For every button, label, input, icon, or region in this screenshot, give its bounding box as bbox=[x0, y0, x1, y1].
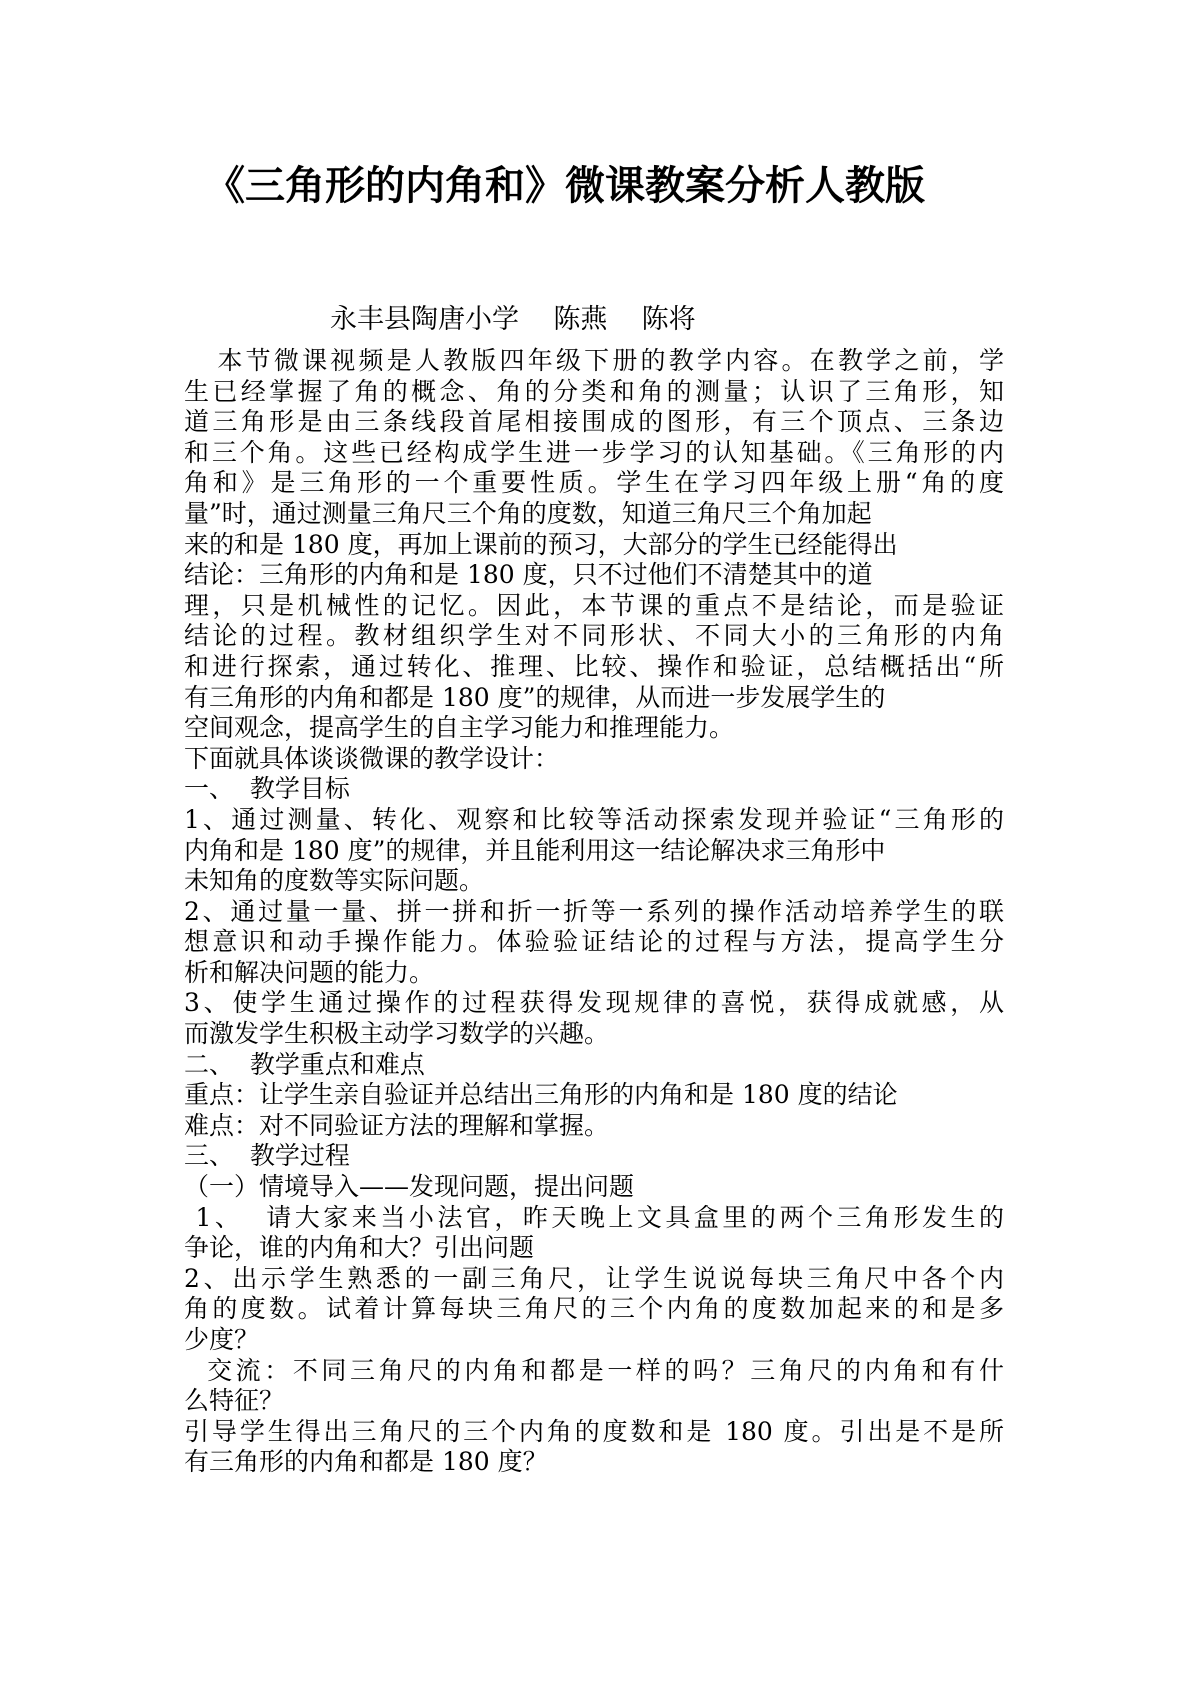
body-line: 结论：三角形的内角和是 180 度，只不过他们不清楚其中的道 bbox=[184, 560, 873, 590]
body-line: 有三角形的内角和都是 180 度？ bbox=[184, 1447, 548, 1477]
section-heading: 一、 教学目标 bbox=[184, 774, 350, 804]
body-line: 生已经掌握了角的概念、角的分类和角的测量；认识了三角形，知 bbox=[184, 376, 1004, 406]
body-line: 2、通过量一量、拼一拼和折一折等一系列的操作活动培养学生的联 bbox=[184, 896, 1004, 926]
body-line: 有三角形的内角和都是 180 度”的规律，从而进一步发展学生的 bbox=[184, 682, 886, 712]
body-line: 和进行探索，通过转化、推理、比较、操作和验证，总结概括出“所 bbox=[184, 651, 1004, 681]
body-line: 争论，谁的内角和大？引出问题 bbox=[184, 1233, 535, 1263]
body-line: 2、出示学生熟悉的一副三角尺，让学生说说每块三角尺中各个内 bbox=[184, 1263, 1004, 1293]
body-line: 析和解决问题的能力。 bbox=[184, 957, 435, 987]
body-line: 理，只是机械性的记忆。因此，本节课的重点不是结论，而是验证 bbox=[184, 590, 1004, 620]
body-line: 来的和是 180 度，再加上课前的预习，大部分的学生已经能得出 bbox=[184, 529, 898, 559]
body-line: 重点：让学生亲自验证并总结出三角形的内角和是 180 度的结论 bbox=[184, 1080, 898, 1110]
body-line: 和三个角。这些已经构成学生进一步学习的认知基础。《三角形的内 bbox=[184, 437, 1004, 467]
body-line: 想意识和动手操作能力。体验验证结论的过程与方法，提高学生分 bbox=[184, 927, 1004, 957]
section-heading: 二、 教学重点和难点 bbox=[184, 1049, 425, 1079]
document-body bbox=[184, 346, 1004, 1478]
body-line: 角和》是三角形的一个重要性质。学生在学习四年级上册“角的度 bbox=[184, 468, 1004, 498]
section-heading: 三、 教学过程 bbox=[184, 1141, 350, 1171]
subsection-heading: （一）情境导入——发现问题，提出问题 bbox=[184, 1172, 635, 1202]
body-line: 道三角形是由三条线段首尾相接围成的图形，有三个顶点、三条边 bbox=[184, 407, 1004, 437]
body-line: 引导学生得出三角尺的三个内角的度数和是 180 度。引出是不是所 bbox=[184, 1416, 1004, 1446]
author-line: 永丰县陶唐小学 陈燕 陈将 bbox=[330, 304, 696, 335]
body-line: 么特征？ bbox=[184, 1386, 285, 1416]
body-line: 空间观念，提高学生的自主学习能力和推理能力。 bbox=[184, 713, 735, 743]
document-title: 《三角形的内角和》微课教案分析人教版 bbox=[205, 163, 925, 209]
body-line: 下面就具体谈谈微课的教学设计： bbox=[184, 743, 560, 773]
body-line: 少度？ bbox=[184, 1325, 260, 1354]
body-line: 难点：对不同验证方法的理解和掌握。 bbox=[184, 1110, 610, 1140]
body-line: 结论的过程。教材组织学生对不同形状、不同大小的三角形的内角 bbox=[184, 621, 1004, 651]
body-line: 3、使学生通过操作的过程获得发现规律的喜悦，获得成就感，从 bbox=[184, 988, 1004, 1018]
body-line: 本节微课视频是人教版四年级下册的教学内容。在教学之前，学 bbox=[184, 346, 1004, 375]
body-line: 交流：不同三角尺的内角和都是一样的吗？三角尺的内角和有什 bbox=[184, 1355, 1004, 1385]
body-line: 1、 请大家来当小法官，昨天晚上文具盒里的两个三角形发生的 bbox=[184, 1202, 1004, 1232]
body-line: 而激发学生积极主动学习数学的兴趣。 bbox=[184, 1019, 610, 1049]
body-line: 量”时，通过测量三角尺三个角的度数，知道三角尺三个角加起 bbox=[184, 498, 872, 528]
body-line: 未知角的度数等实际问题。 bbox=[184, 866, 485, 896]
body-line: 1、通过测量、转化、观察和比较等活动探索发现并验证“三角形的 bbox=[184, 804, 1004, 834]
body-line: 内角和是 180 度”的规律，并且能利用这一结论解决求三角形中 bbox=[184, 835, 886, 865]
body-line: 角的度数。试着计算每块三角尺的三个内角的度数加起来的和是多 bbox=[184, 1294, 1004, 1324]
